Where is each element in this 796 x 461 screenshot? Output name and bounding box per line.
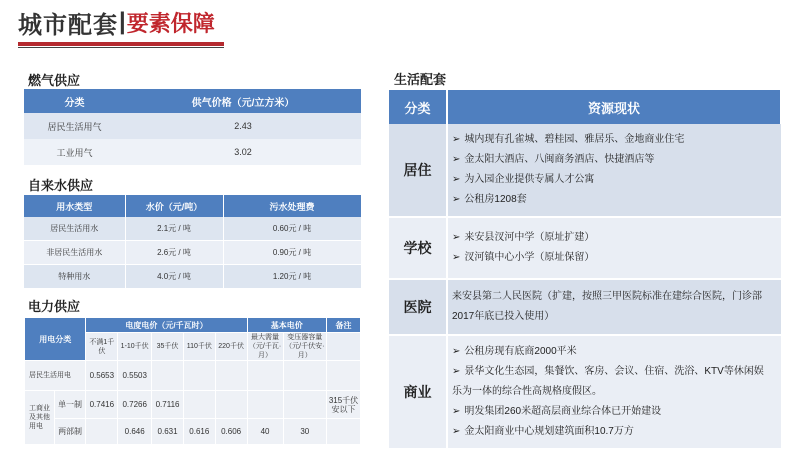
power-cell [86,419,118,445]
water-table [24,195,362,289]
water-cell: 特种用水 [24,265,125,289]
gas-cell: 居民生活用气 [24,113,125,139]
power-cell [247,361,283,391]
power-subheader: 不满1千伏 [86,333,118,361]
table-row [389,279,781,335]
water-cell: 居民生活用水 [24,217,125,241]
power-subheader: 110千伏 [183,333,215,361]
header-underline [18,42,224,46]
power-note: 315千伏安以下 [327,391,361,419]
water-cell: 1.20元 / 吨 [223,265,361,289]
life-content [447,279,781,335]
water-cell: 非居民生活用水 [24,241,125,265]
water-col-header: 用水类型 [24,195,125,217]
list-item: ➢ 明发集团260米超高层商业综合体已开始建设 [452,402,773,422]
power-cell [327,419,361,445]
power-cell [183,391,215,419]
gas-cell: 3.02 [125,139,361,165]
life-list [452,342,773,442]
power-cell: 0.5503 [118,361,152,391]
power-cell: 0.606 [215,419,247,445]
life-text: 来安县第二人民医院（扩建，按照三甲医院标准在建综合医院，门诊部2017年底已投入使用） [452,291,762,322]
life-col-header: 资源现状 [447,90,781,124]
table-row [24,265,361,289]
power-industrial-label: 工商业及其他用电 [25,391,55,445]
table-row [389,335,781,449]
header-underline-thin [18,47,224,48]
power-table [24,317,361,445]
water-cell: 0.90元 / 吨 [223,241,361,265]
life-category: 商业 [389,335,447,449]
gas-cell: 工业用气 [24,139,125,165]
power-residential-label: 居民生活用电 [25,361,86,391]
power-cell [215,361,247,391]
water-cell: 2.1元 / 吨 [125,217,223,241]
water-col-header: 水价（元/吨） [125,195,223,217]
table-row [24,113,361,139]
power-cell: 0.7266 [118,391,152,419]
page-subtitle: 要素保障 [126,10,215,36]
power-subheader: 变压器容量（元/千伏安·月） [283,333,326,361]
list-item: ➢ 公租房1208套 [452,190,773,210]
life-section-title: 生活配套 [394,72,447,87]
power-subheader: 35千伏 [152,333,184,361]
table-row [25,361,361,391]
life-list [452,228,773,268]
power-cell [327,361,361,391]
table-row [25,391,361,419]
life-table [389,90,782,450]
table-row [389,217,781,279]
list-item: ➢ 公租房现有底商2000平米 [452,342,773,362]
power-cell [283,391,326,419]
list-item: ➢ 城内现有孔雀城、碧桂园、雅居乐、金地商业住宅 [452,130,773,150]
life-content [447,335,781,449]
water-cell: 2.6元 / 吨 [125,241,223,265]
life-content [447,124,781,217]
power-cell: 0.631 [152,419,184,445]
power-cell: 40 [247,419,283,445]
list-item: ➢ 为入园企业提供专属人才公寓 [452,170,773,190]
list-item: ➢ 金太阳商业中心规划建筑面积10.7万方 [452,422,773,442]
gas-col-header: 供气价格（元/立方米） [125,89,361,113]
power-cell: 0.7416 [86,391,118,419]
life-list [452,130,773,210]
water-col-header: 污水处理费 [223,195,361,217]
power-category-header: 用电分类 [25,318,86,361]
water-section-title: 自来水供应 [28,178,94,193]
page-header [18,6,215,38]
power-cell: 0.646 [118,419,152,445]
power-cell: 0.7116 [152,391,184,419]
power-cell: 0.616 [183,419,215,445]
table-row [24,241,361,265]
life-category: 学校 [389,217,447,279]
power-subheader: 最大需量（元/千瓦·月） [248,334,282,359]
power-cell: 0.5653 [86,361,118,391]
gas-section-title: 燃气供应 [28,73,81,88]
power-basic-header: 基本电价 [247,318,326,333]
gas-col-header: 分类 [24,89,125,113]
power-cell [283,361,326,391]
table-row [389,124,781,217]
power-note-header: 备注 [327,318,361,333]
power-cell [152,361,184,391]
power-subheader-blank [327,333,361,361]
power-cell [183,361,215,391]
life-col-header: 分类 [389,90,447,124]
life-content [447,217,781,279]
power-subheader: 220千伏 [215,333,247,361]
life-category: 居住 [389,124,447,217]
list-item: ➢ 来安县汊河中学（原址扩建） [452,228,773,248]
table-row [24,139,361,165]
water-cell: 0.60元 / 吨 [223,217,361,241]
power-section-title: 电力供应 [28,299,81,314]
list-item: ➢ 景华文化生态园，集餐饮、客房、会议、住宿、洗浴、KTV等休闲娱乐为一体的综合性高规格度假区。 [452,362,773,402]
gas-cell: 2.43 [125,113,361,139]
power-single-label: 单一制 [54,391,86,419]
table-row [25,419,361,445]
power-cell [247,391,283,419]
power-cell: 30 [283,419,326,445]
page-title: 城市配套 [18,11,118,39]
gas-table [24,89,361,165]
power-subheader: 1-10千伏 [118,333,152,361]
power-energy-header: 电度电价（元/千瓦时） [86,318,247,333]
power-cell [215,391,247,419]
table-row [24,217,361,241]
power-dual-label: 两部制 [54,419,86,445]
list-item: ➢ 汊河镇中心小学（原址保留） [452,248,773,268]
list-item: ➢ 金太阳大酒店、八闽商务酒店、快捷酒店等 [452,150,773,170]
title-separator: | [119,8,126,35]
life-category: 医院 [389,279,447,335]
water-cell: 4.0元 / 吨 [125,265,223,289]
